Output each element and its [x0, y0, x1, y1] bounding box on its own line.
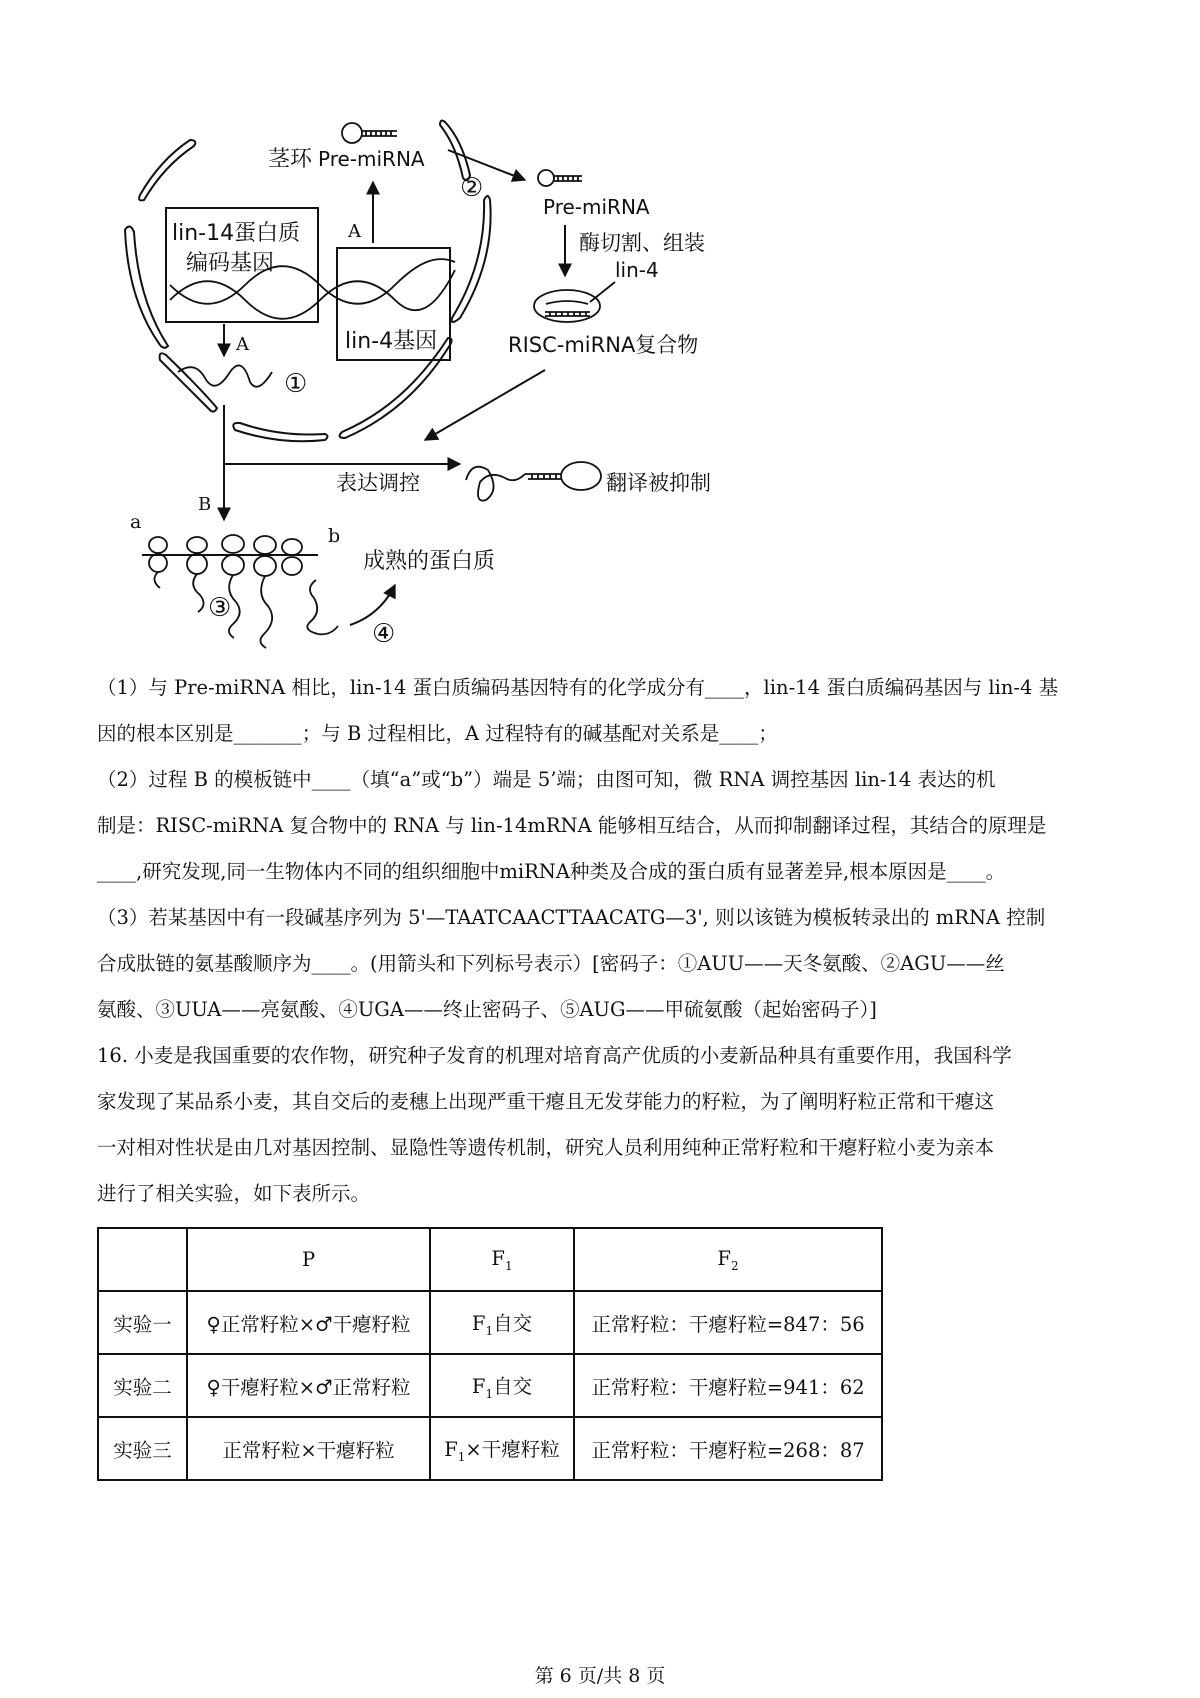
- header-cell: [98, 1228, 187, 1291]
- q1-line1: （1）与 Pre-miRNA 相比，lin-14 蛋白质编码基因特有的化学成分有____，lin-14 蛋白质编码基因与 lin-4 基: [97, 676, 1059, 699]
- arrow-to-regulation: [425, 370, 545, 440]
- table-row: [98, 1291, 882, 1354]
- table-cell: $F_1$自交: [430, 1291, 574, 1354]
- table-cell: 实验二: [98, 1354, 187, 1417]
- q2-line2: 制是：RISC-miRNA 复合物中的 RNA 与 lin-14mRNA 能够相互结合，从而抑制翻译过程，其结合的原理是: [97, 814, 1047, 837]
- envelope-segment: [440, 121, 470, 181]
- pre-mirna-label-top: Pre-miRNA: [318, 147, 425, 171]
- table-cell: 正常籽粒：干瘪籽粒=268：87: [574, 1417, 882, 1480]
- header-cell: $F_1$: [430, 1228, 574, 1291]
- mature-protein-label: 成熟的蛋白质: [363, 549, 496, 574]
- header-cell: $F_2$: [574, 1228, 882, 1291]
- label-b: B: [198, 494, 212, 515]
- enzyme-step-label: 酶切割、组装: [579, 231, 705, 255]
- header-cell: P: [187, 1228, 430, 1291]
- q2-line1: （2）过程 B 的模板链中____（填“a”或“b”）端是 5’端；由图可知，微 RNA 调控基因 lin-14 表达的机: [97, 768, 996, 791]
- table-row: [98, 1354, 882, 1417]
- envelope-segment: [139, 140, 195, 200]
- table-header-row: [98, 1228, 882, 1291]
- table-cell: ♀正常籽粒×♂干瘪籽粒: [187, 1291, 430, 1354]
- question-block: [97, 665, 1107, 1217]
- envelope-segment: [233, 423, 327, 441]
- q16-line4: 进行了相关实验，如下表所示。: [97, 1182, 371, 1205]
- pre-mirna-hairpin-top: [342, 123, 397, 143]
- q16-line1: 16. 小麦是我国重要的农作物，研究种子发育的机理对培育高产优质的小麦新品种具有重要作用，我国科学: [97, 1044, 1012, 1067]
- q16-line2: 家发现了某品系小麦，其自交后的麦穗上出现严重干瘪且无发芽能力的籽粒，为了阐明籽粒正常和干瘪这: [97, 1090, 995, 1113]
- table-cell: 正常籽粒：干瘪籽粒=941：62: [574, 1354, 882, 1417]
- table-cell: 实验一: [98, 1291, 187, 1354]
- q2-line3: ____,研究发现,同一生物体内不同的组织细胞中miRNA种类及合成的蛋白质有显著差异,根本原因是____。: [97, 860, 1006, 883]
- q3-line2: 合成肽链的氨基酸顺序为____。(用箭头和下列标号表示）[密码子：①AUU——天冬氨酸、②AGU——丝: [97, 952, 1005, 975]
- num-2: ②: [460, 173, 484, 203]
- regulation-label: 表达调控: [336, 471, 420, 495]
- experiment-table: [97, 1227, 883, 1481]
- table-cell: ♀干瘪籽粒×♂正常籽粒: [187, 1354, 430, 1417]
- label-a-left: A: [236, 334, 249, 355]
- risc-label: RISC-miRNA复合物: [508, 333, 699, 357]
- end-b-label: b: [328, 525, 341, 547]
- stem-loop-label: 茎环: [268, 147, 313, 172]
- q1-line2: 因的根本区别是_______；与 B 过程相比，A 过程特有的碱基配对关系是____；: [97, 722, 778, 745]
- table-cell: 实验三: [98, 1417, 187, 1480]
- table-cell: $F_1$自交: [430, 1354, 574, 1417]
- q3-line1: （3）若某基因中有一段碱基序列为 5'—TAATCAACTTAACATG—3', 则以该链为模板转录出的 mRNA 控制: [97, 906, 1046, 929]
- num-3: ③: [208, 593, 232, 623]
- lin4-gene-label: lin-4基因: [345, 329, 438, 354]
- q3-line3: 氨酸、③UUA——亮氨酸、④UGA——终止密码子、⑤AUG——甲硫氨酸（起始密码子）]: [97, 998, 877, 1021]
- lin4-label: lin-4: [615, 258, 659, 282]
- inhibited-translation-graphic: [466, 462, 601, 501]
- mrna-squiggle: [178, 365, 272, 386]
- num-4: ④: [372, 619, 396, 649]
- envelope-segment: [125, 226, 168, 347]
- table-row: [98, 1417, 882, 1480]
- end-a-label: a: [130, 511, 142, 533]
- num-1: ①: [284, 369, 308, 399]
- risc-complex: [534, 282, 615, 322]
- lin14-gene-label-line1: lin-14蛋白质: [172, 221, 301, 246]
- table-cell: $F_1\times$干瘪籽粒: [430, 1417, 574, 1480]
- pre-mirna-hairpin-right: [538, 170, 582, 186]
- q16-line3: 一对相对性状是由几对基因控制、显隐性等遗传机制，研究人员利用纯种正常籽粒和干瘪籽粒小麦为亲本: [97, 1136, 995, 1159]
- lin14-gene-label-line2: 编码基因: [186, 251, 275, 276]
- envelope-segment: [452, 196, 491, 322]
- pre-mirna-label-right: Pre-miRNA: [543, 195, 650, 219]
- peptide-chains: [154, 572, 338, 648]
- translation-inhibited-label: 翻译被抑制: [606, 471, 711, 495]
- table-cell: 正常籽粒×干瘪籽粒: [187, 1417, 430, 1480]
- mirna-regulation-diagram: [0, 0, 1200, 660]
- label-a-top: A: [348, 221, 361, 242]
- table-cell: 正常籽粒：干瘪籽粒=847：56: [574, 1291, 882, 1354]
- page-footer: 第 6 页/共 8 页: [534, 1665, 666, 1687]
